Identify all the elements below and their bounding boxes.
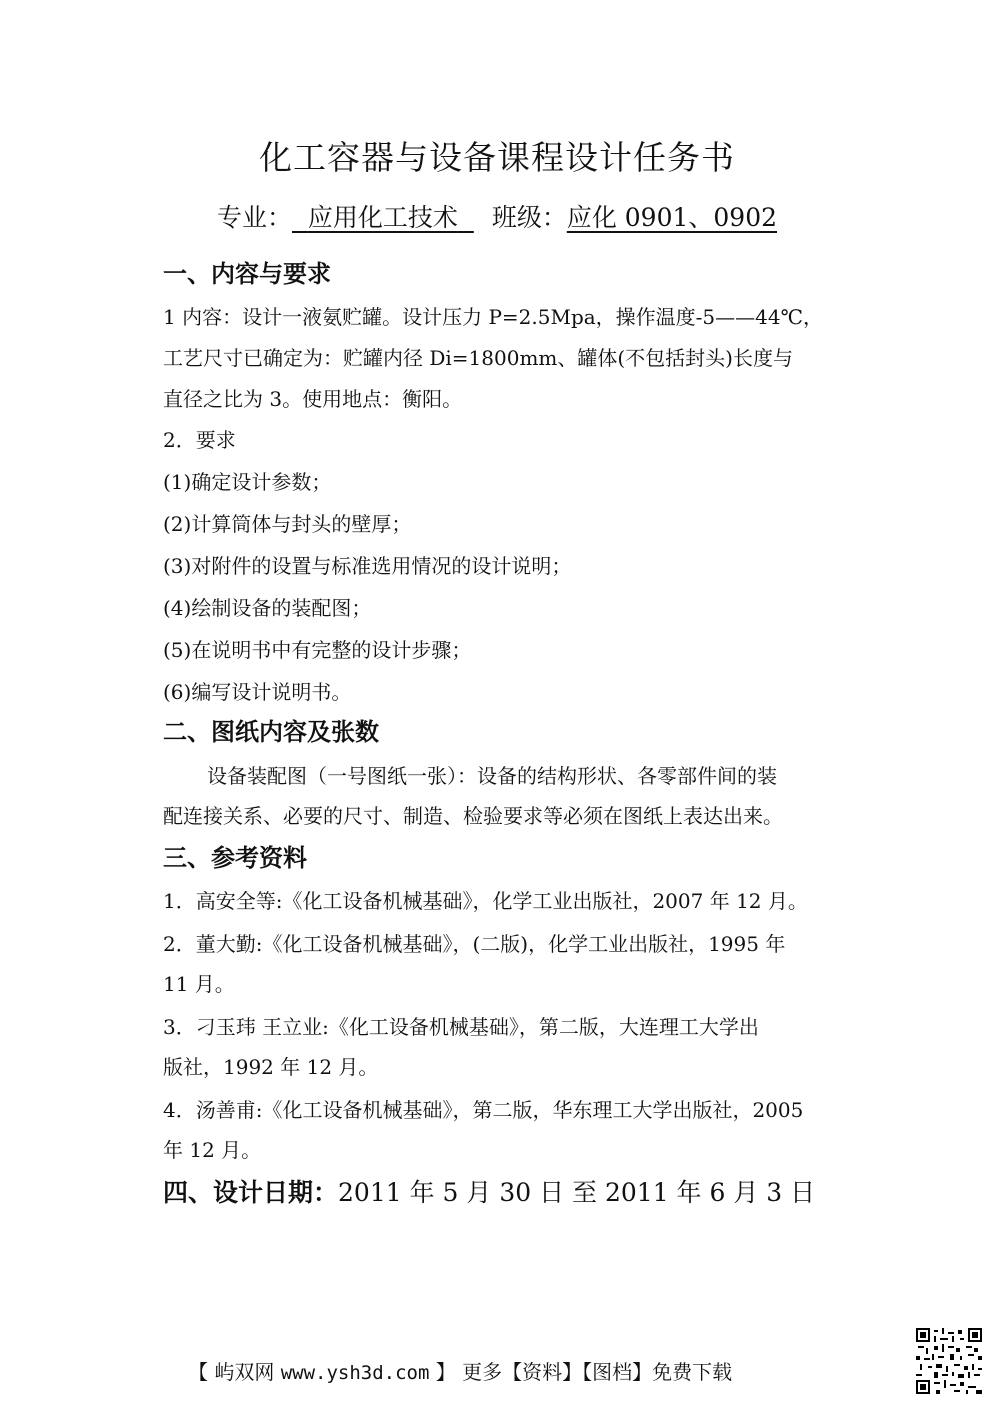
section2-heading: 二、图纸内容及张数 [163, 718, 379, 746]
section1-line: 1 内容：设计一液氨贮罐。设计压力 P=2.5Mpa，操作温度-5——44℃， [163, 305, 823, 329]
reference-line: 4．汤善甫:《化工设备机械基础》，第二版，华东理工大学出版社，2005 [163, 1098, 804, 1122]
major-class-line [0, 198, 994, 234]
reference-line: 年 12 月。 [163, 1138, 262, 1162]
requirement-item: (1)确定设计参数； [163, 470, 332, 494]
section2-line: 配连接关系、必要的尺寸、制造、检验要求等必须在图纸上表达出来。 [163, 804, 783, 828]
document-title: 化工容器与设备课程设计任务书 [259, 138, 735, 177]
requirement-item: (4)绘制设备的装配图； [163, 596, 372, 620]
footer-banner [188, 1356, 732, 1385]
major-value: 应用化工技术 [307, 203, 458, 232]
reference-line: 版社，1992 年 12 月。 [163, 1055, 379, 1079]
section1-heading: 一、内容与要求 [163, 260, 331, 288]
design-dates [163, 1173, 815, 1209]
requirement-item: (2)计算筒体与封头的壁厚； [163, 512, 412, 536]
requirements-label: 2．要求 [163, 428, 236, 452]
class-label: 班级： [491, 203, 567, 232]
reference-line: 1．高安全等:《化工设备机械基础》，化学工业出版社，2007 年 12 月。 [163, 889, 808, 913]
section1-line: 工艺尺寸已确定为：贮罐内径 Di=1800mm、罐体(不包括封头)长度与 [163, 346, 793, 370]
reference-line: 3．刁玉玮 王立业:《化工设备机械基础》，第二版，大连理工大学出 [163, 1015, 759, 1039]
footer-right: 】 更多【资料】【图档】免费下载 [429, 1360, 733, 1384]
requirement-item: (6)编写设计说明书。 [163, 680, 352, 704]
qr-code-icon [916, 1328, 982, 1394]
footer-url-link[interactable]: www.ysh3d.com [280, 1362, 430, 1384]
design-dates-value: 2011 年 5 月 30 日 至 2011 年 6 月 3 日 [338, 1178, 816, 1207]
section1-line: 直径之比为 3。使用地点：衡阳。 [163, 387, 463, 411]
requirement-item: (3)对附件的设置与标准选用情况的设计说明； [163, 554, 572, 578]
reference-line: 2．董大勤:《化工设备机械基础》，(二版)，化学工业出版社，1995 年 [163, 932, 786, 956]
major-label: 专业： [216, 203, 292, 232]
section3-heading: 三、参考资料 [163, 844, 307, 872]
footer-left: 【 屿双网 [188, 1360, 281, 1384]
section4-heading: 四、设计日期： [163, 1178, 339, 1207]
reference-line: 11 月。 [163, 972, 235, 996]
section2-line: 设备装配图（一号图纸一张）：设备的结构形状、各零部件间的装 [207, 764, 777, 788]
class-value: 应化 0901、0902 [566, 203, 778, 232]
requirement-item: (5)在说明书中有完整的设计步骤； [163, 638, 472, 662]
